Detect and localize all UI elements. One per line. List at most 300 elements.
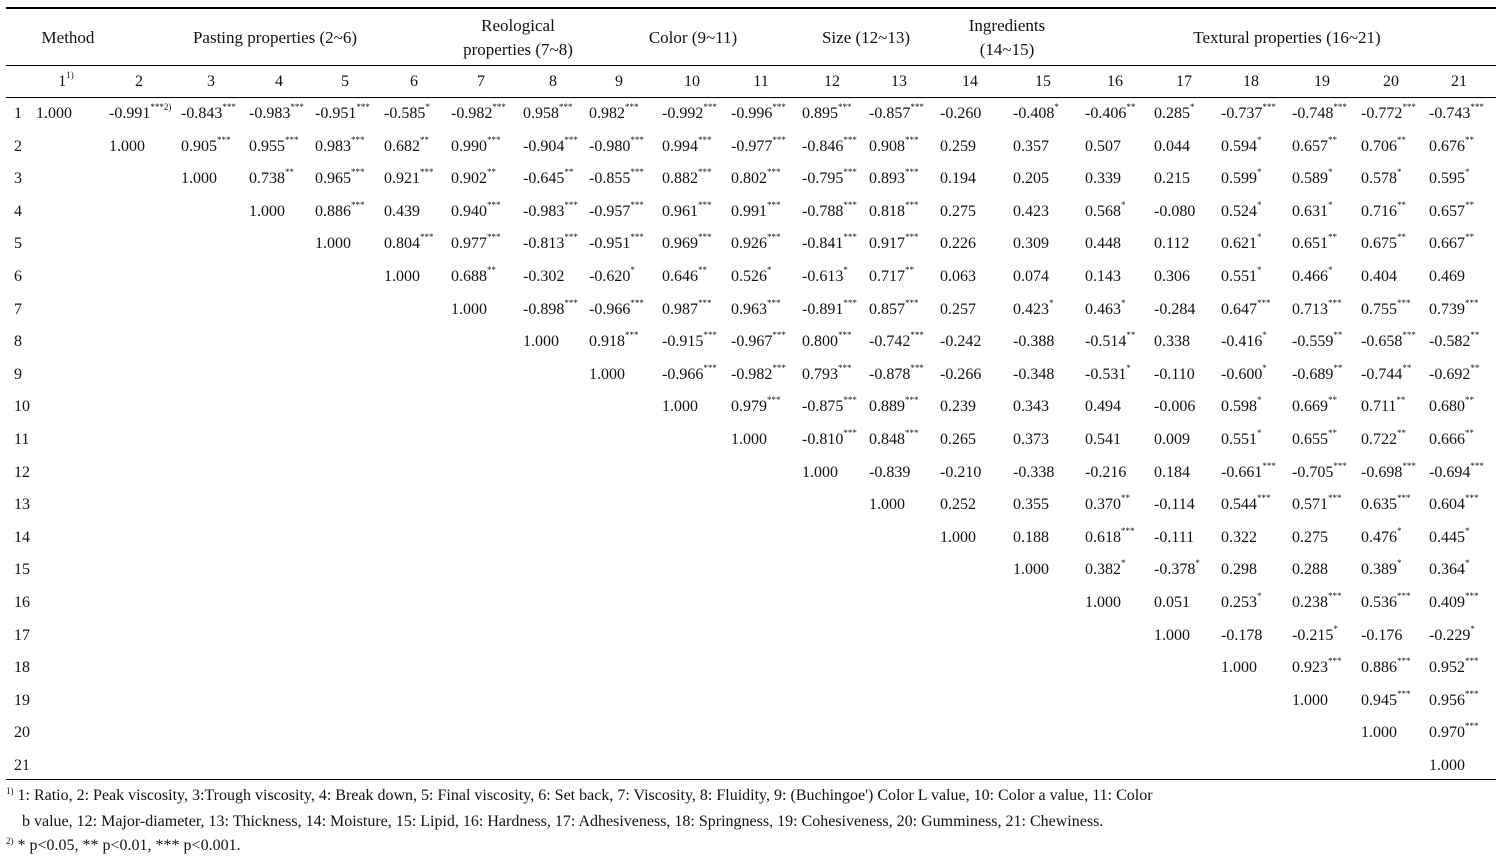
row-label: 2 <box>14 137 22 155</box>
cell-value: 0.958 <box>523 105 559 122</box>
table-cell <box>940 302 976 318</box>
table-cell <box>1154 595 1190 611</box>
table-cell <box>589 265 635 285</box>
table-cell <box>1429 758 1465 774</box>
cell-value: -0.813 <box>523 235 565 253</box>
cell-value: 0.009 <box>1154 431 1190 448</box>
table-cell <box>1429 330 1480 351</box>
cell-value: 0.675 <box>1361 235 1397 253</box>
table-cell <box>523 199 578 220</box>
cell-value: 0.275 <box>1292 528 1328 546</box>
significance-mark: *** <box>1402 460 1416 471</box>
cell-value: 0.194 <box>940 170 976 188</box>
significance-mark: ** <box>1121 493 1130 504</box>
table-cell <box>451 102 506 122</box>
table-cell <box>802 395 857 416</box>
significance-mark: * <box>1195 558 1200 569</box>
table-cell <box>384 167 434 188</box>
table-cell <box>1013 432 1049 448</box>
table-cell <box>731 362 786 383</box>
table-cell <box>315 102 370 122</box>
table-cell <box>109 139 145 155</box>
table-cell <box>1013 399 1049 415</box>
cell-value: 0.364 <box>1429 561 1465 579</box>
table-cell <box>1429 721 1479 742</box>
table-cell <box>1085 297 1126 318</box>
significance-mark: *** <box>843 395 857 406</box>
significance-mark: *** <box>905 395 919 406</box>
significance-mark: *** <box>698 167 712 178</box>
column-number-text: 9 <box>615 73 623 90</box>
row-label: 20 <box>14 724 30 742</box>
cell-value: 0.253 <box>1221 594 1257 611</box>
significance-mark: *** <box>290 102 304 112</box>
table-cell <box>315 199 365 220</box>
table-cell <box>1429 395 1474 416</box>
table-cell <box>1429 428 1474 448</box>
significance-mark: *** <box>1470 460 1484 471</box>
cell-value: 0.956 <box>1429 691 1465 709</box>
table-cell <box>940 236 976 252</box>
table-cell <box>662 102 717 122</box>
table-cell <box>1154 171 1190 187</box>
cell-value: 0.188 <box>1013 528 1049 546</box>
table-cell <box>1013 367 1054 383</box>
column-number <box>109 74 169 90</box>
group-header: Ingredients <box>968 16 1046 35</box>
cell-value: 0.651 <box>1292 235 1328 253</box>
table-cell <box>662 362 717 383</box>
table-cell <box>802 232 857 253</box>
table-cell <box>1221 265 1262 285</box>
significance-mark: *** <box>356 102 370 112</box>
table-cell <box>1013 139 1049 155</box>
cell-value: -0.658 <box>1361 333 1403 351</box>
significance-mark: ** <box>1402 362 1412 373</box>
significance-mark: ** <box>1328 232 1337 243</box>
cell-value: 0.373 <box>1013 431 1049 448</box>
table-cell <box>1013 269 1049 285</box>
table-cell <box>1292 428 1337 448</box>
cell-value: -0.957 <box>589 202 631 220</box>
table-cell <box>1221 428 1262 448</box>
cell-value: 0.945 <box>1361 691 1397 709</box>
significance-mark: * <box>1328 167 1333 178</box>
cell-value: -0.991 <box>109 105 151 122</box>
table-cell <box>731 134 786 155</box>
significance-mark: *** <box>1257 493 1271 504</box>
cell-value: -0.620 <box>589 268 631 285</box>
cell-value: -0.983 <box>523 202 565 220</box>
table-cell <box>1429 102 1484 122</box>
table-cell <box>1429 688 1479 709</box>
row-label: 4 <box>14 202 22 220</box>
significance-mark: ** <box>1126 102 1136 112</box>
column-number-text: 11 <box>753 73 769 90</box>
cell-value: 0.322 <box>1221 528 1257 546</box>
significance-mark: *** <box>487 134 501 145</box>
significance-mark: *** <box>1121 525 1135 536</box>
cell-value: -0.992 <box>662 105 704 122</box>
significance-mark: * <box>1470 623 1475 634</box>
cell-value: -0.661 <box>1221 463 1263 481</box>
significance-mark: * <box>767 265 772 275</box>
significance-mark: *** <box>843 297 857 308</box>
table-cell <box>523 297 578 318</box>
column-number <box>523 74 583 90</box>
table-cell <box>731 265 772 285</box>
cell-value: 0.051 <box>1154 594 1190 611</box>
significance-mark: *** <box>843 167 857 178</box>
significance-mark: *** <box>420 232 434 243</box>
cell-value: 0.275 <box>940 202 976 220</box>
column-number <box>940 74 1000 90</box>
cell-value: 0.818 <box>869 202 905 220</box>
significance-mark: *** <box>1333 460 1347 471</box>
table-cell <box>869 232 919 253</box>
table-cell <box>1292 297 1342 318</box>
cell-value: -0.178 <box>1221 626 1263 644</box>
table-cell <box>1085 525 1135 546</box>
cell-value: 0.738 <box>249 170 285 188</box>
table-cell <box>1013 171 1049 187</box>
cell-value: -0.878 <box>869 365 911 383</box>
table-cell <box>869 134 919 155</box>
table-cell <box>1013 465 1054 481</box>
cell-value: 0.306 <box>1154 268 1190 285</box>
row-label: 6 <box>14 268 22 285</box>
table-cell <box>1154 367 1195 383</box>
row-label: 9 <box>14 365 22 383</box>
significance-mark: *** <box>420 167 434 178</box>
cell-value: -0.302 <box>523 268 565 285</box>
table-cell <box>940 204 976 220</box>
table-cell <box>662 232 712 253</box>
table-cell <box>1429 493 1479 514</box>
significance-mark: *** <box>767 395 781 406</box>
table-cell <box>1361 558 1402 579</box>
table-cell <box>662 399 698 415</box>
significance-mark: * <box>1121 558 1126 569</box>
significance-mark: *** <box>630 232 644 243</box>
table-cell <box>1013 562 1049 578</box>
table-cell <box>249 134 299 155</box>
table-cell <box>1361 167 1402 188</box>
column-number-text: 8 <box>549 73 557 90</box>
table-cell <box>1221 134 1262 155</box>
table-cell <box>589 134 644 155</box>
table-cell <box>181 134 231 155</box>
table-cell <box>1361 102 1416 122</box>
significance-mark: *** <box>843 134 857 145</box>
significance-mark: *** <box>767 167 781 178</box>
table-cell <box>1154 204 1195 220</box>
significance-mark: ** <box>564 167 574 178</box>
table-cell <box>1221 493 1271 514</box>
cell-value: 0.857 <box>869 300 905 318</box>
table-cell <box>802 167 857 188</box>
table-cell <box>869 330 924 351</box>
cell-value: 0.688 <box>451 268 487 285</box>
table-cell <box>1154 465 1190 481</box>
table-cell <box>1429 623 1475 644</box>
column-number-text: 17 <box>1176 73 1192 90</box>
table-cell <box>731 167 781 188</box>
significance-mark: ** <box>698 265 707 275</box>
table-cell <box>1221 591 1262 611</box>
cell-value: 0.404 <box>1361 268 1397 285</box>
cell-value: 0.598 <box>1221 398 1257 416</box>
cell-value: -0.338 <box>1013 463 1055 481</box>
table-cell <box>731 395 781 416</box>
significance-mark: ** <box>1333 362 1343 373</box>
table-cell <box>1429 297 1479 318</box>
cell-value: 0.917 <box>869 235 905 253</box>
significance-mark: * <box>1262 362 1267 373</box>
table-cell <box>1085 236 1121 252</box>
significance-mark: * <box>1257 428 1262 438</box>
table-cell <box>940 269 976 285</box>
significance-mark: *** <box>1328 297 1342 308</box>
table-cell <box>1221 199 1262 220</box>
group-header: properties (7~8) <box>463 40 573 59</box>
table-cell <box>1221 330 1267 351</box>
column-number-text: 10 <box>684 73 700 90</box>
significance-mark: ** <box>1328 428 1337 438</box>
table-cell <box>109 102 172 122</box>
significance-mark: *** <box>1328 656 1342 667</box>
cell-value: 0.895 <box>802 105 838 122</box>
cell-value: -0.408 <box>1013 105 1055 122</box>
significance-mark: *** <box>1333 102 1347 112</box>
cell-value: 0.646 <box>662 268 698 285</box>
table-cell <box>1154 334 1190 350</box>
footnote <box>6 813 1103 831</box>
table-cell <box>384 269 420 285</box>
column-number <box>731 74 791 90</box>
cell-value: -0.744 <box>1361 365 1403 383</box>
cell-value: 0.339 <box>1085 170 1121 188</box>
table-cell <box>662 297 712 318</box>
cell-value: 0.952 <box>1429 659 1465 677</box>
significance-mark: *** <box>492 102 506 112</box>
cell-value: 0.655 <box>1292 431 1328 448</box>
significance-mark: *** <box>1402 330 1416 341</box>
cell-value: 0.635 <box>1361 496 1397 514</box>
significance-mark: * <box>1257 199 1262 210</box>
table-cell <box>1429 525 1470 546</box>
cell-value: -0.110 <box>1154 365 1195 383</box>
cell-value: -0.645 <box>523 170 565 188</box>
significance-mark: *** <box>564 134 578 145</box>
table-cell <box>1221 297 1271 318</box>
cell-value: -0.215 <box>1292 626 1334 644</box>
cell-value: -0.788 <box>802 202 844 220</box>
table-cell <box>1361 232 1406 253</box>
cell-value: 0.905 <box>181 137 217 155</box>
table-cell <box>869 428 919 448</box>
table-cell <box>940 432 976 448</box>
table-cell <box>940 497 976 513</box>
cell-value: -0.967 <box>731 333 773 351</box>
cell-value: -0.891 <box>802 300 844 318</box>
cell-value: 0.044 <box>1154 137 1190 155</box>
cell-value: 0.409 <box>1429 594 1465 611</box>
table-cell <box>1361 725 1397 741</box>
cell-value: 0.631 <box>1292 202 1328 220</box>
table-cell <box>1085 558 1126 579</box>
cell-value: 0.669 <box>1292 398 1328 416</box>
table-cell <box>589 330 639 351</box>
significance-mark: ** <box>1465 199 1474 210</box>
cell-value: 0.918 <box>589 333 625 351</box>
significance-mark: *** <box>767 199 781 210</box>
significance-mark: * <box>1257 134 1262 145</box>
table-cell <box>1154 102 1195 122</box>
significance-mark: ** <box>1328 134 1337 145</box>
cell-value: 1.000 <box>731 431 767 448</box>
column-number-text: 6 <box>410 73 418 90</box>
significance-mark: * <box>1126 362 1131 373</box>
cell-value: 0.526 <box>731 268 767 285</box>
cell-value: 0.494 <box>1085 398 1121 416</box>
cell-value: -0.966 <box>589 300 631 318</box>
significance-mark: *** <box>703 102 717 112</box>
column-number <box>249 74 309 90</box>
significance-mark: *** <box>285 134 299 145</box>
cell-value: 0.466 <box>1292 268 1328 285</box>
cell-value: 0.982 <box>589 105 625 122</box>
table-cell <box>1292 530 1328 546</box>
row-label: 15 <box>14 561 30 579</box>
column-number-text: 5 <box>341 73 349 90</box>
significance-mark: * <box>1049 297 1054 308</box>
table-cell <box>1085 199 1126 220</box>
column-number-text: 15 <box>1035 73 1051 90</box>
table-cell <box>1292 656 1342 677</box>
column-number <box>1221 74 1281 90</box>
cell-value: 0.551 <box>1221 431 1257 448</box>
cell-value: 0.507 <box>1085 137 1121 155</box>
cell-value: -0.260 <box>940 105 982 122</box>
table-cell <box>1221 362 1267 383</box>
cell-value: 0.285 <box>1154 105 1190 122</box>
cell-value: 0.389 <box>1361 561 1397 579</box>
significance-mark: * <box>1257 265 1262 275</box>
significance-mark: *** <box>905 428 919 438</box>
cell-value: 1.000 <box>181 170 217 188</box>
cell-value: -0.698 <box>1361 463 1403 481</box>
cell-value: 0.908 <box>869 137 905 155</box>
row-label: 5 <box>14 235 22 253</box>
table-cell <box>523 269 564 285</box>
significance-mark: *** <box>1397 688 1411 699</box>
row-label: 3 <box>14 170 22 188</box>
cell-value: -0.388 <box>1013 333 1055 351</box>
table-cell <box>1154 302 1195 318</box>
significance-mark: ** <box>487 167 496 178</box>
significance-mark: * <box>1257 167 1262 178</box>
significance-mark: *** <box>1397 591 1411 601</box>
significance-mark: *** <box>1465 493 1479 504</box>
significance-mark: *** <box>1465 297 1479 308</box>
table-cell <box>523 134 578 155</box>
cell-value: -0.977 <box>731 137 773 155</box>
table-cell <box>1292 134 1337 155</box>
table-cell <box>940 139 976 155</box>
significance-mark: *** <box>905 199 919 210</box>
table-cell <box>523 232 578 253</box>
row-label: 8 <box>14 333 22 351</box>
table-cell <box>662 265 707 285</box>
table-cell <box>589 297 644 318</box>
cell-value: 0.252 <box>940 496 976 514</box>
column-number-text: 2 <box>135 73 143 90</box>
significance-mark: *** <box>698 232 712 243</box>
column-number <box>1013 74 1073 90</box>
row-label: 17 <box>14 626 30 644</box>
cell-value: 0.722 <box>1361 431 1397 448</box>
row-label: 7 <box>14 300 22 318</box>
cell-value: -0.996 <box>731 105 773 122</box>
cell-value: 0.355 <box>1013 496 1049 514</box>
table-cell <box>1361 199 1406 220</box>
row-label: 21 <box>14 757 30 774</box>
table-cell <box>1154 497 1195 513</box>
row-label: 12 <box>14 463 30 481</box>
significance-mark: * <box>1054 102 1059 112</box>
table-cell <box>1429 232 1474 253</box>
column-number <box>1361 74 1421 90</box>
significance-mark: *** <box>217 134 231 145</box>
cell-value: -0.839 <box>869 463 911 481</box>
table-cell <box>1361 395 1406 416</box>
column-number-text: 18 <box>1243 73 1259 90</box>
significance-mark: *** <box>1465 591 1479 601</box>
column-number-text: 13 <box>891 73 907 90</box>
cell-value: -0.378 <box>1154 561 1196 579</box>
table-cell <box>451 232 501 253</box>
cell-value: 0.682 <box>384 137 420 155</box>
significance-mark: *** <box>910 330 924 341</box>
table-cell <box>249 167 294 188</box>
bottom-rule <box>6 779 1496 780</box>
header-rule <box>6 65 1496 66</box>
table-cell <box>589 232 644 253</box>
significance-mark: *** <box>838 362 852 373</box>
table-cell <box>1221 102 1276 122</box>
column-number-text: 19 <box>1314 73 1330 90</box>
table-cell <box>451 302 487 318</box>
group-header: Size (12~13) <box>821 28 911 47</box>
cell-value: -0.582 <box>1429 333 1471 351</box>
cell-value: 1.000 <box>1154 626 1190 644</box>
table-cell <box>1361 591 1411 611</box>
cell-value: -0.600 <box>1221 365 1263 383</box>
column-number-text: 7 <box>477 73 485 90</box>
table-cell <box>1085 102 1136 122</box>
column-number <box>869 74 929 90</box>
cell-value: -0.904 <box>523 137 565 155</box>
table-cell <box>869 395 919 416</box>
table-cell <box>1292 232 1337 253</box>
significance-mark: *** <box>625 102 639 112</box>
cell-value: -0.284 <box>1154 300 1196 318</box>
cell-value: 0.476 <box>1361 528 1397 546</box>
cell-value: 0.469 <box>1429 268 1465 285</box>
cell-value: 0.647 <box>1221 300 1257 318</box>
row-label: 10 <box>14 398 30 416</box>
